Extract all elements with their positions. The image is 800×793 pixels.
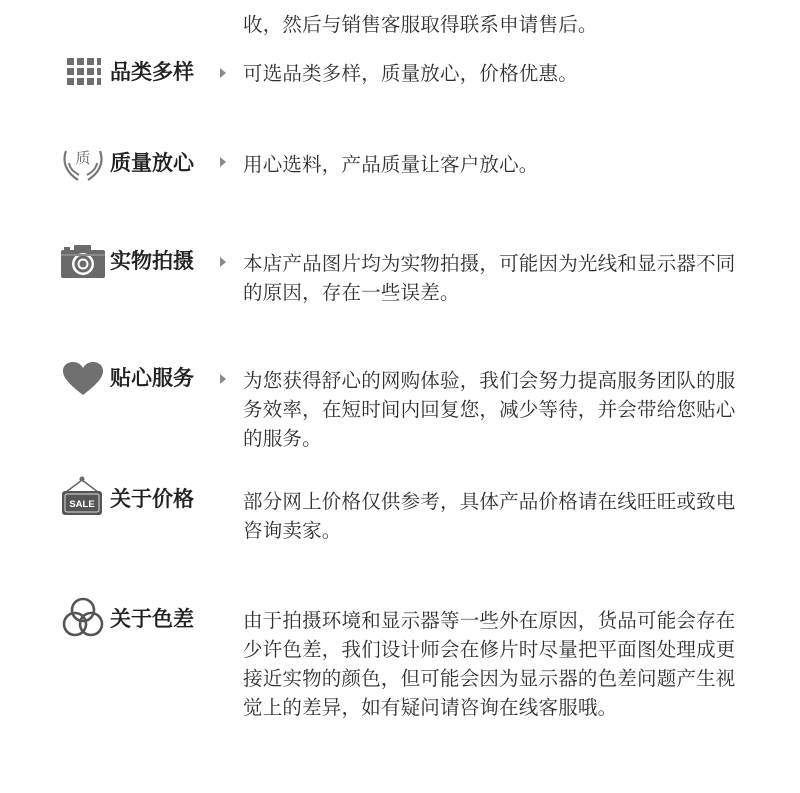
row-description: 本店产品图片均为实物拍摄，可能因为光线和显示器不同的原因，存在一些误差。	[243, 252, 736, 304]
row-description: 用心选料，产品质量让客户放心。	[243, 153, 539, 176]
grid-icon	[60, 55, 106, 95]
heart-icon	[60, 361, 106, 401]
top-paragraph-line: 收，然后与销售客服取得联系申请售后。	[243, 13, 598, 36]
row-title: 实物拍摄	[110, 249, 194, 273]
row-title: 关于色差	[110, 607, 194, 631]
row-title: 品类多样	[110, 60, 194, 84]
color-circles-icon	[60, 597, 106, 637]
camera-icon	[60, 243, 106, 283]
row-description: 可选品类多样，质量放心，价格优惠。	[243, 62, 578, 85]
chevron-right-icon	[220, 157, 226, 167]
row-description: 部分网上价格仅供参考，具体产品价格请在线旺旺或致电咨询卖家。	[243, 490, 736, 542]
quality-icon-label: 质	[75, 149, 91, 167]
chevron-right-icon	[220, 374, 226, 384]
hands-quality-icon	[60, 141, 106, 181]
sale-sign-icon	[60, 476, 106, 516]
row-title: 贴心服务	[110, 366, 194, 390]
row-title: 关于价格	[110, 487, 194, 511]
row-title: 质量放心	[110, 151, 194, 175]
chevron-right-icon	[220, 257, 226, 267]
row-description: 由于拍摄环境和显示器等一些外在原因，货品可能会存在少许色差，我们设计师会在修片时尽量把平面图处理成更接近实物的颜色，但可能会因为显示器的色差问题产生视觉上的差异，如有疑问请咨询在线客服哦。	[243, 609, 736, 719]
row-description: 为您获得舒心的网购体验，我们会努力提高服务团队的服务效率，在短时间内回复您，减少等待，并会带给您贴心的服务。	[243, 369, 736, 450]
chevron-right-icon	[220, 68, 226, 78]
sale-sign-label: SALE	[69, 499, 95, 510]
